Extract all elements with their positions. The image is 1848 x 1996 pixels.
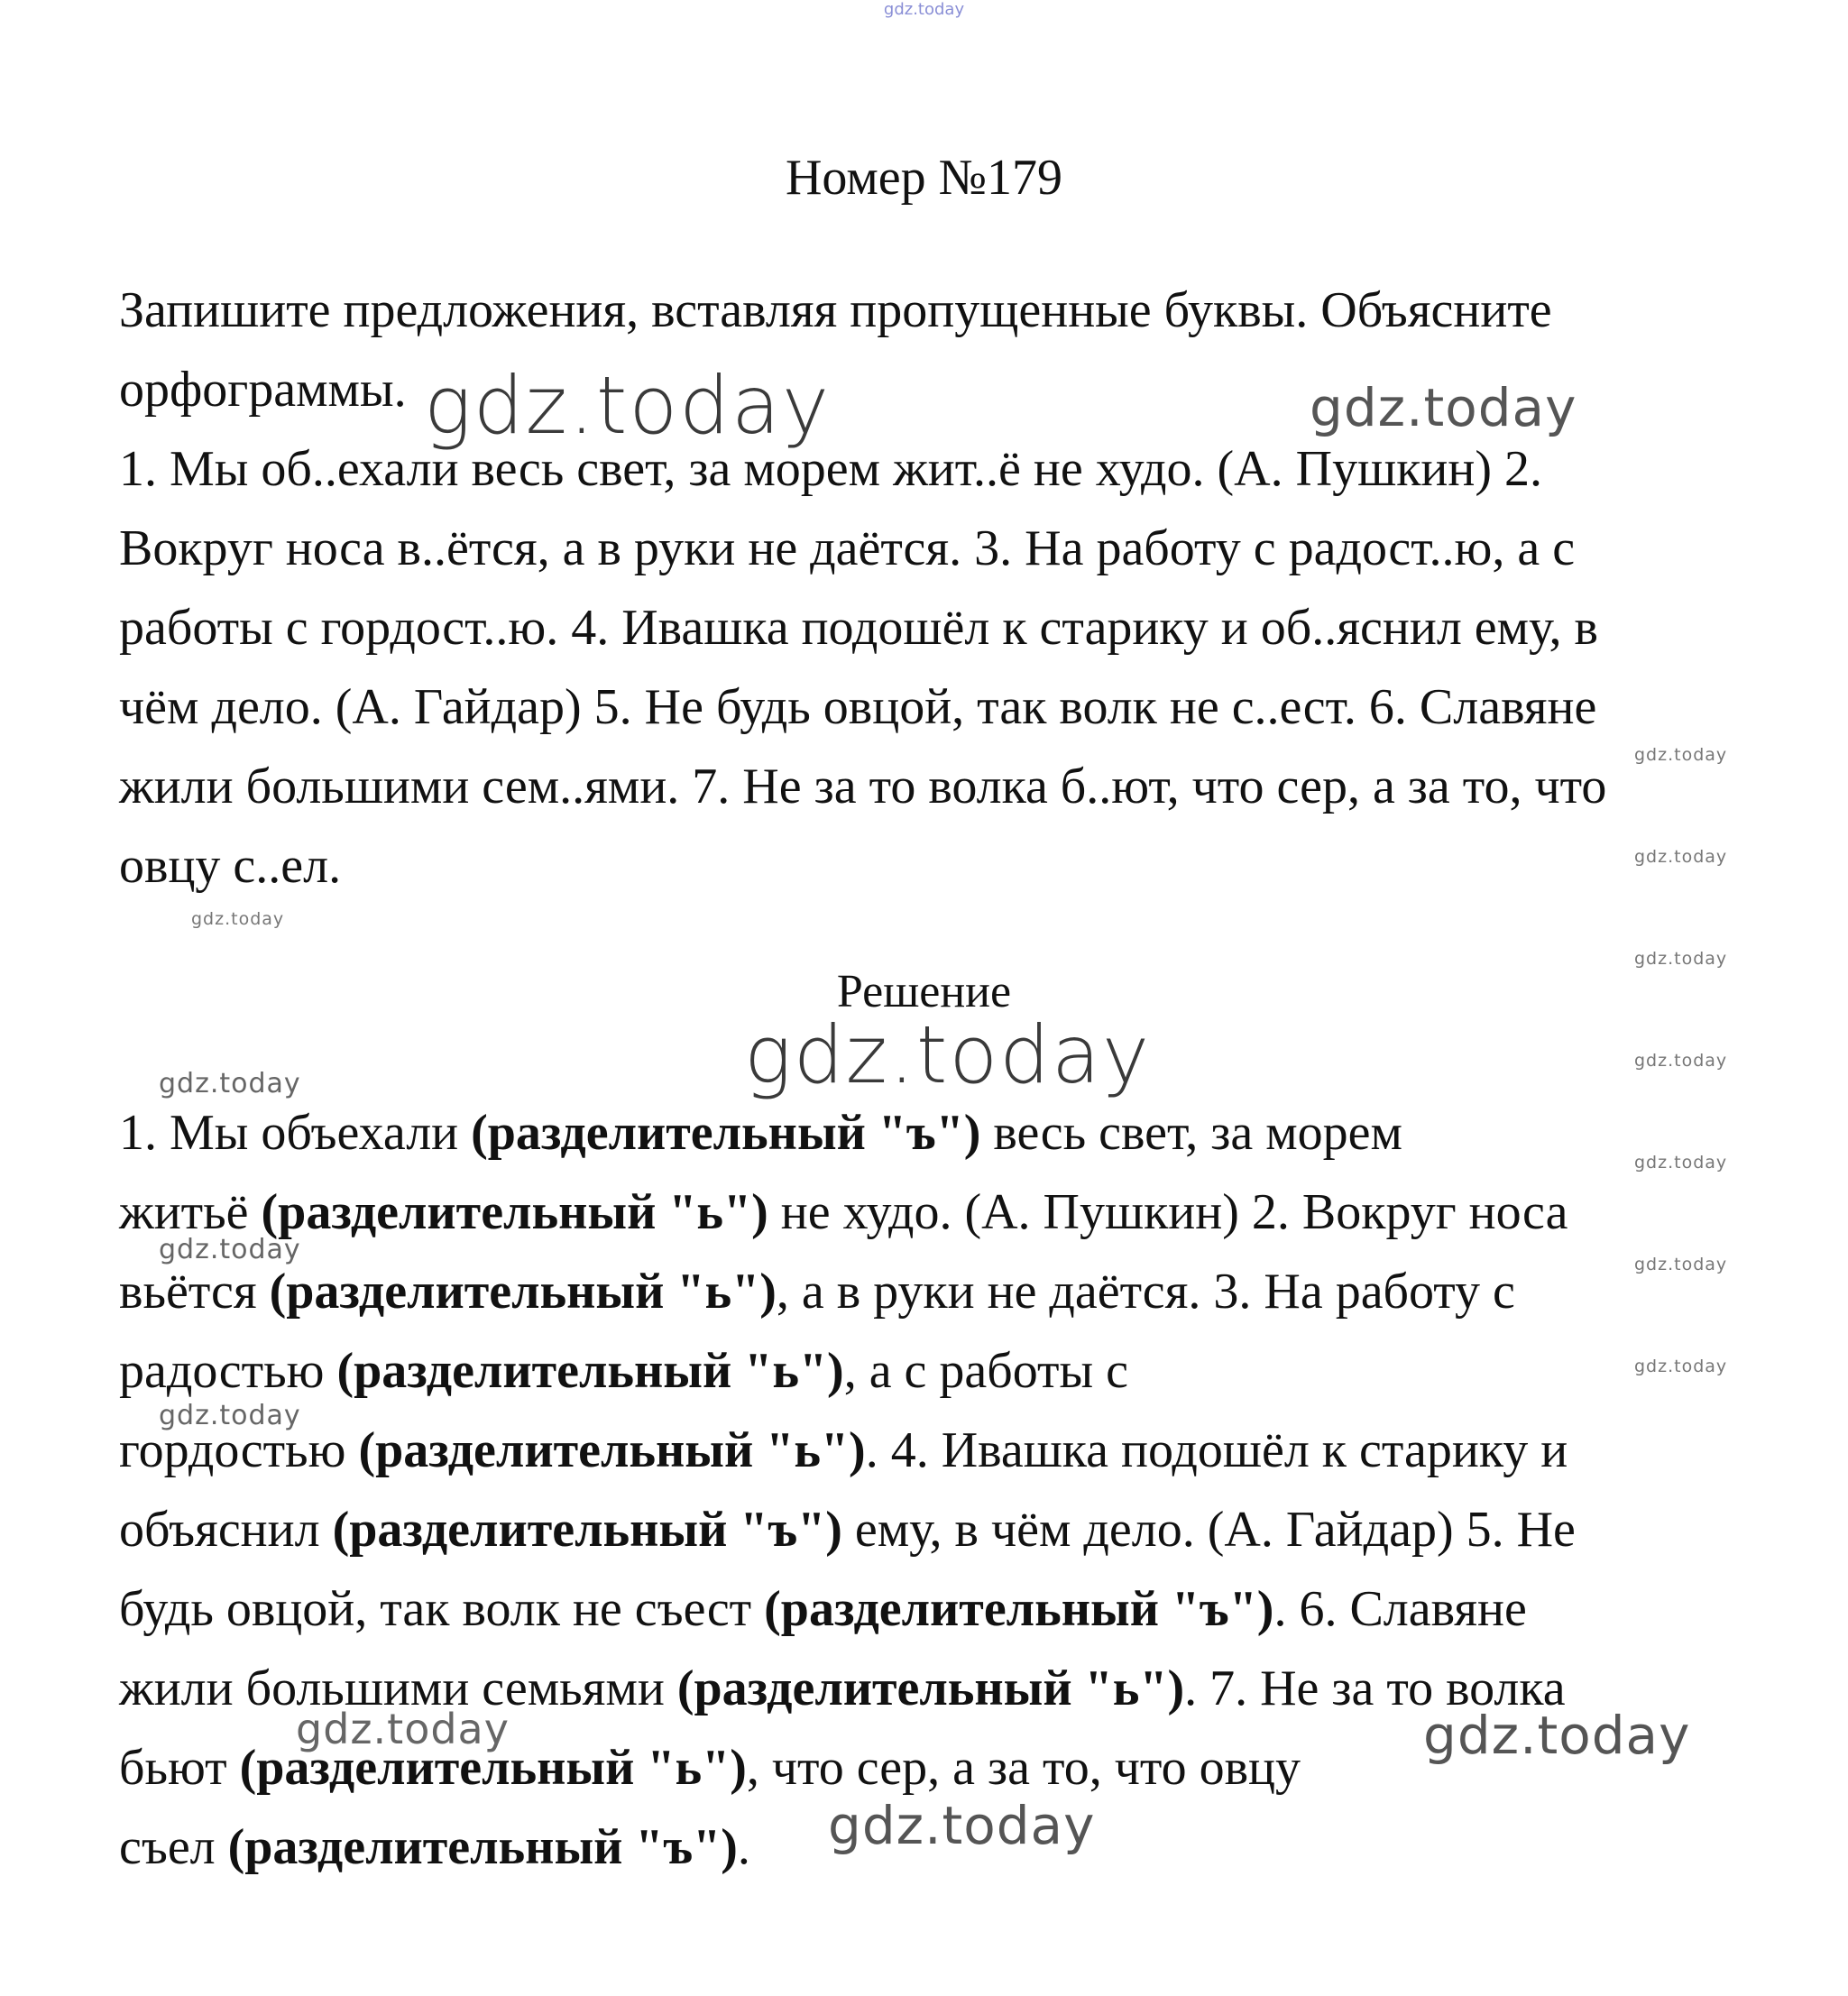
task-line: овцу с..ел. xyxy=(119,838,342,894)
watermark: gdz.today xyxy=(1634,949,1728,969)
task-text xyxy=(119,271,1742,906)
task-line: Запишите предложения, вставляя пропущенные буквы. Объясните xyxy=(119,282,1552,338)
watermark: gdz.today xyxy=(159,1068,301,1099)
watermark: gdz.today xyxy=(1310,377,1577,438)
solution-line: жили большими семьями (разделительный "ь"). 7. Не за то волка xyxy=(119,1660,1566,1716)
watermark: gdz.today xyxy=(1634,1153,1728,1173)
solution-line: житьё (разделительный "ь") не худо. (А. Пушкин) 2. Вокруг носа xyxy=(119,1184,1568,1240)
task-line: жили большими сем..ями. 7. Не за то волка б..ют, что сер, а за то, что xyxy=(119,759,1607,814)
watermark: gdz.today xyxy=(424,359,832,452)
watermark: gdz.today xyxy=(1634,1357,1728,1376)
watermark-top: gdz.today xyxy=(883,0,965,19)
solution-line: вьётся (разделительный "ь"), а в руки не даётся. 3. На работу с xyxy=(119,1264,1515,1320)
solution-line: съел (разделительный "ъ"). xyxy=(119,1819,750,1875)
watermark: gdz.today xyxy=(1634,745,1728,765)
solution-line: бьют (разделительный "ь"), что сер, а за то, что овцу xyxy=(119,1740,1301,1796)
watermark: gdz.today xyxy=(296,1705,510,1753)
solution-line: объяснил (разделительный "ъ") ему, в чём дело. (А. Гайдар) 5. Не xyxy=(119,1502,1576,1558)
solution-line: 1. Мы объехали (разделительный "ъ") весь свет, за морем xyxy=(119,1105,1402,1161)
solution-line: радостью (разделительный "ь"), а с работы с xyxy=(119,1343,1128,1399)
watermark: gdz.today xyxy=(1634,847,1728,867)
task-line: Вокруг носа в..ётся, а в руки не даётся. 3. На работу с радост..ю, а с xyxy=(119,520,1576,576)
task-line: орфограммы. xyxy=(119,362,407,418)
page-title: Номер №179 xyxy=(785,150,1063,206)
watermark: gdz.today xyxy=(744,1008,1152,1101)
solution-heading: Решение xyxy=(836,966,1012,1017)
watermark: gdz.today xyxy=(159,1234,301,1265)
watermark: gdz.today xyxy=(1423,1705,1691,1766)
solution-text xyxy=(119,1093,1742,1887)
task-line: 1. Мы об..ехали весь свет, за морем жит..ё не худо. (А. Пушкин) 2. xyxy=(119,441,1542,497)
watermark: gdz.today xyxy=(191,909,285,929)
solution-line: будь овцой, так волк не съест (разделительный "ъ"). 6. Славяне xyxy=(119,1581,1527,1637)
watermark: gdz.today xyxy=(1634,1051,1728,1071)
solution-line: гордостью (разделительный "ь"). 4. Ивашка подошёл к старику и xyxy=(119,1422,1568,1478)
task-line: работы с гордост..ю. 4. Ивашка подошёл к старику и об..яснил ему, в xyxy=(119,600,1598,656)
watermark: gdz.today xyxy=(828,1795,1096,1856)
watermark: gdz.today xyxy=(159,1400,301,1431)
task-line: чём дело. (А. Гайдар) 5. Не будь овцой, так волк не с..ест. 6. Славяне xyxy=(119,679,1597,735)
watermark: gdz.today xyxy=(1634,1255,1728,1274)
